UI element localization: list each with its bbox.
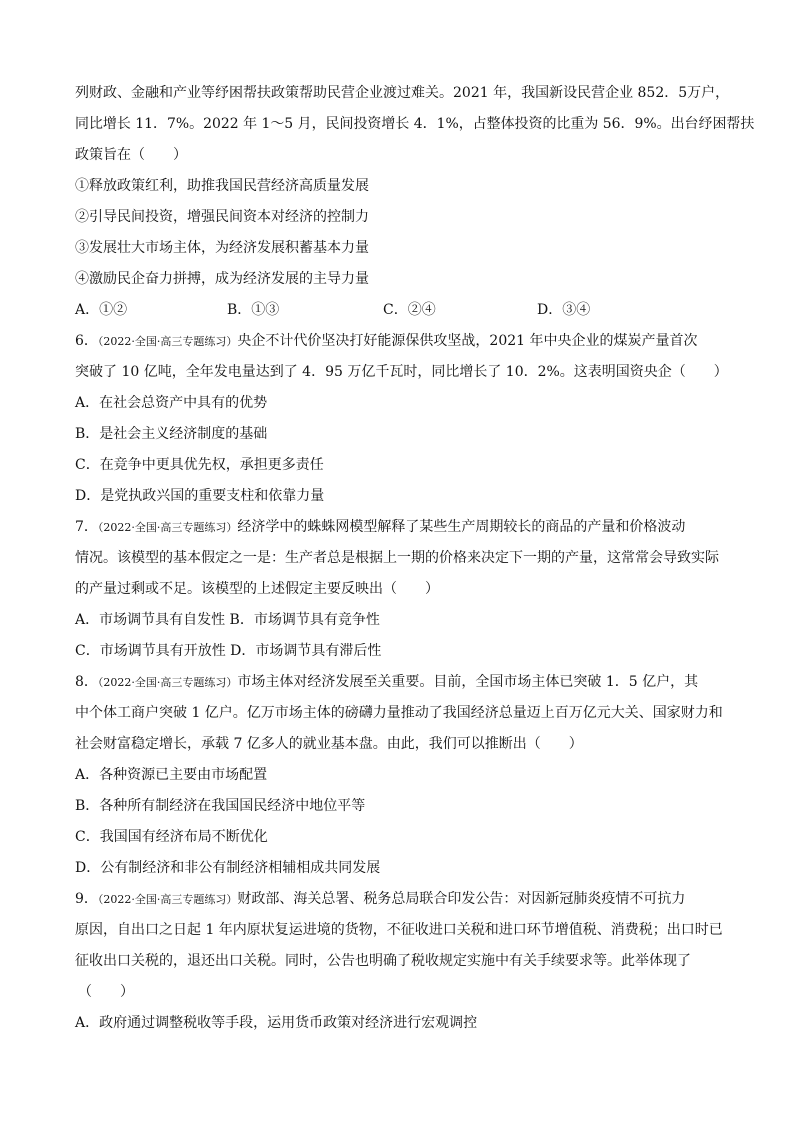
q8-stem-first xyxy=(75,673,698,692)
q7-stem-line: 的产量过剩或不足。该模型的上述假定主要反映出（ ） xyxy=(75,581,439,597)
q8-stem: 市场主体对经济发展至关重要。目前，全国市场主体已突破 1．5 亿户，其 xyxy=(237,674,699,690)
q7-number: 7． xyxy=(75,519,98,535)
q7-options-ab: A．市场调节具有自发性 B．市场调节具有竞争性 xyxy=(75,612,380,628)
q8-option-a: A．各种资源已主要由市场配置 xyxy=(75,767,268,783)
q8-option-b: B．各种所有制经济在我国国民经济中地位平等 xyxy=(75,798,366,814)
q7-source: （2022·全国·高三专题练习） xyxy=(97,521,238,534)
q7-stem-first xyxy=(75,518,685,537)
q9-source: （2022·全国·高三专题练习） xyxy=(97,893,238,906)
q5-option-c: C．②④ xyxy=(383,302,436,318)
q7-options-cd: C．市场调节具有开放性 D．市场调节具有滞后性 xyxy=(75,643,382,659)
q9-stem-first xyxy=(75,890,685,909)
q5-statement: ①释放政策红利，助推我国民营经济高质量发展 xyxy=(75,178,369,194)
q9-stem-line: （ ） xyxy=(78,984,134,1000)
q6-source: （2022·全国·高三专题练习） xyxy=(97,335,238,348)
q5-option-b: B．①③ xyxy=(227,302,280,318)
q8-stem-line: 中个体工商户突破 1 亿户。亿万市场主体的磅礴力量推动了我国经济总量迈上百万亿元大关、国家财力和 xyxy=(75,705,723,721)
q6-stem: 央企不计代价坚决打好能源保供攻坚战，2021 年中央企业的煤炭产量首次 xyxy=(237,333,698,349)
q6-stem-line: 突破了 10 亿吨，全年发电量达到了 4．95 万亿千瓦时，同比增长了 10．2%。这表明国资央企（ ） xyxy=(75,364,728,380)
q6-number: 6． xyxy=(75,333,98,349)
q5-options xyxy=(75,301,715,319)
q5-option-a: A．①② xyxy=(75,302,128,318)
q5-stem-line: 列财政、金融和产业等纾困帮扶政策帮助民营企业渡过难关。2021 年，我国新设民营企业 852．5万户， xyxy=(75,85,730,101)
q6-option-b: B．是社会主义经济制度的基础 xyxy=(75,426,268,442)
q6-option-a: A．在社会总资产中具有的优势 xyxy=(75,395,268,411)
q6-option-d: D．是党执政兴国的重要支柱和依靠力量 xyxy=(75,488,325,504)
q8-stem-line: 社会财富稳定增长，承载 7 亿多人的就业基本盘。由此，我们可以推断出（ ） xyxy=(75,736,583,752)
q8-option-d: D．公有制经济和非公有制经济相辅相成共同发展 xyxy=(75,860,381,876)
q7-stem: 经济学中的蛛蛛网模型解释了某些生产周期较长的商品的产量和价格波动 xyxy=(237,519,686,535)
q5-statement: ④激励民企奋力拼搏，成为经济发展的主导力量 xyxy=(75,271,369,287)
q5-option-d: D．③④ xyxy=(537,302,591,318)
q7-stem-line: 情况。该模型的基本假定之一是：生产者总是根据上一期的价格来决定下一期的产量，这常常会导致实际 xyxy=(75,550,719,566)
q8-option-c: C．我国国有经济布局不断优化 xyxy=(75,829,268,845)
q9-number: 9． xyxy=(75,891,98,907)
q9-stem-line: 原因，自出口之日起 1 年内原状复运进境的货物，不征收进口关税和进口环节增值税、消费税；出口时已 xyxy=(75,922,723,938)
q5-statement: ③发展壮大市场主体，为经济发展积蓄基本力量 xyxy=(75,240,369,256)
q8-source: （2022·全国·高三专题练习） xyxy=(97,676,238,689)
q6-stem-first xyxy=(75,332,698,351)
q9-stem-line: 征收出口关税的，退还出口关税。同时，公告也明确了税收规定实施中有关手续要求等。此举体现了 xyxy=(75,953,691,969)
q9-stem: 财政部、海关总署、税务总局联合印发公告：对因新冠肺炎疫情不可抗力 xyxy=(237,891,686,907)
q5-stem-line: 政策旨在（ ） xyxy=(75,147,187,163)
q6-option-c: C．在竞争中更具优先权，承担更多责任 xyxy=(75,457,324,473)
q5-stem-line: 同比增长 11．7%。2022 年 1～5 月，民间投资增长 4．1%，占整体投资的比重为 56．9%。出台纾困帮扶 xyxy=(75,116,755,132)
q5-statement: ②引导民间投资，增强民间资本对经济的控制力 xyxy=(75,209,369,225)
q8-number: 8． xyxy=(75,674,98,690)
q9-option-a: A．政府通过调整税收等手段，运用货币政策对经济进行宏观调控 xyxy=(75,1015,478,1031)
